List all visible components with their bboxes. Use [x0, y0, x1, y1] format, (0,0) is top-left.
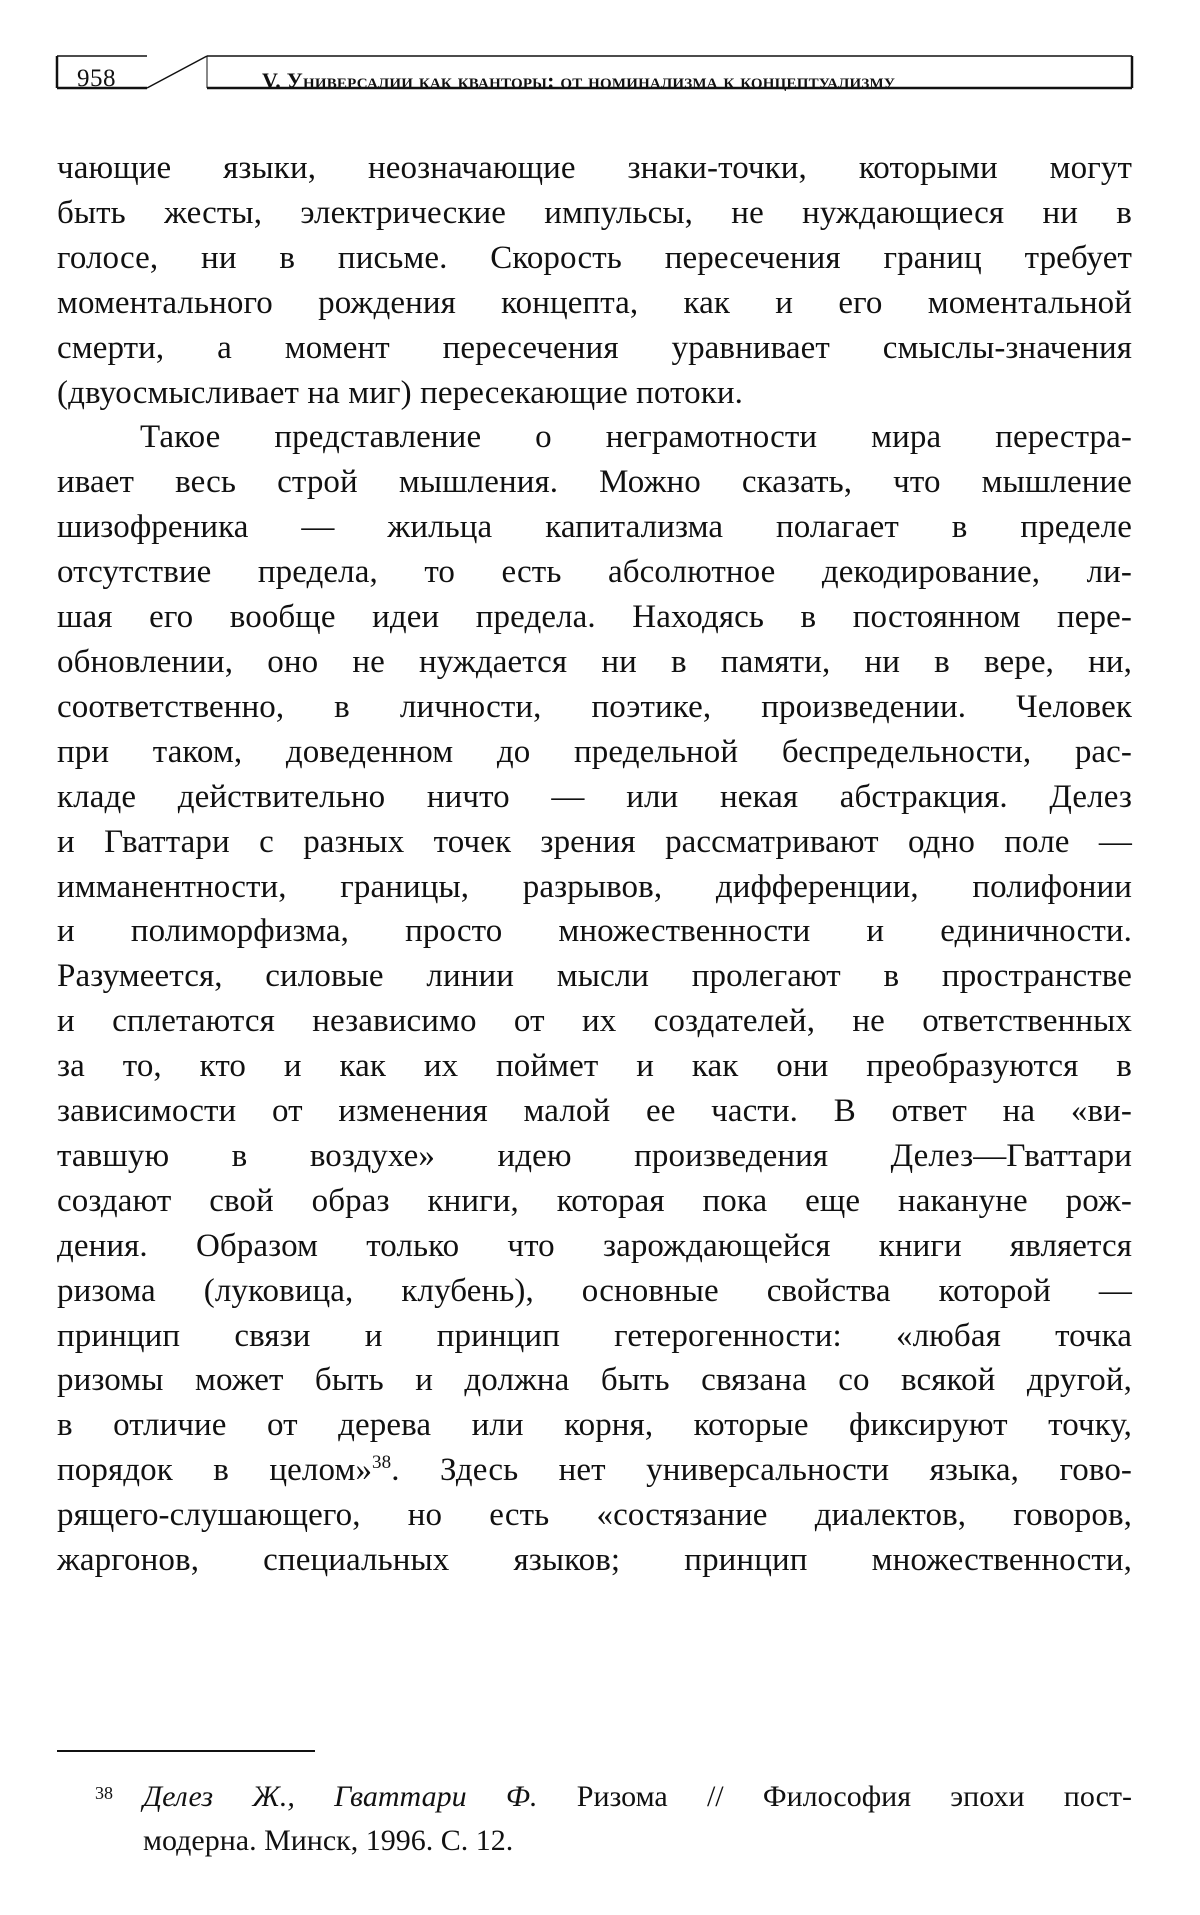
text-line: имманентности, границы, разрывов, дифференции, полифонии [57, 868, 1132, 905]
text-line: и полиморфизма, просто множественности и единичности. [57, 913, 1132, 950]
text-line: тавшую в воздухе» идею произведения Делез—Гваттари [57, 1137, 1132, 1174]
text-line-with-footnote-ref: порядок в целом»$^{38}$. Здесь нет универсальности языка, гово- [57, 1452, 1133, 1489]
text-line: рящего-слушающего, но есть «состязание диалектов, говоров, [57, 1497, 1132, 1534]
text-line: быть жесты, электрические импульсы, не нуждающиеся ни в [57, 194, 1132, 231]
text-line: (двуосмысливает на миг) пересекающие потоки. [57, 374, 744, 411]
footnote-line [95, 1775, 1132, 1819]
text-line: соответственно, в личности, поэтике, произведении. Человек [57, 688, 1132, 725]
text-line: и сплетаются независимо от их создателей, не ответственных [57, 1003, 1132, 1040]
text-line: шизофреника — жильца капитализма полагает в пределе [57, 509, 1132, 546]
text-line: ивает весь строй мышления. Можно сказать, что мышление [57, 464, 1132, 501]
footnote-line: модерна. Минск, 1996. С. 12. [143, 1824, 514, 1857]
text-line: моментального рождения концепта, как и его моментальной [57, 284, 1132, 321]
text-line: создают свой образ книги, которая пока еще накануне рож- [57, 1182, 1132, 1219]
text-line: смерти, а момент пересечения уравнивает смыслы-значения [57, 329, 1132, 366]
footnote-reference[interactable]: 38 [372, 1452, 392, 1474]
body-text [57, 146, 1132, 1583]
quote-end: порядок в целом» [57, 1452, 373, 1489]
text-line: кладе действительно ничто — или некая абстракция. Делез [57, 778, 1132, 815]
text-line: ризома (луковица, клубень), основные свойства которой — [57, 1272, 1132, 1309]
page-number: 958 [77, 65, 116, 92]
text-line: Разумеется, силовые линии мысли пролегают в пространстве [57, 958, 1132, 995]
text-line: жаргонов, специальных языков; принцип множественности, [57, 1542, 1132, 1579]
footnote-rule [57, 1750, 315, 1752]
text-line: голосе, ни в письме. Скорость пересечения границ требует [57, 239, 1132, 276]
footnote [95, 1775, 1132, 1863]
paragraph-continuation [57, 146, 1132, 415]
text-line: чающие языки, неозначающие знаки-точки, которыми могут [57, 150, 1132, 186]
text-line: принцип связи и принцип гетерогенности: «любая точка [57, 1317, 1132, 1354]
text-line: за то, кто и как их поймет и как они преобразуются в [57, 1048, 1132, 1085]
text-line: в отличие от дерева или корня, которые фиксируют точку, [57, 1407, 1132, 1444]
text-line: при таком, доведенном до предельной беспредельности, рас- [57, 733, 1132, 770]
text-line: Такое представление о неграмотности мира перестра- [140, 419, 1132, 456]
text-line: дения. Образом только что зарождающейся книги является [57, 1227, 1132, 1264]
text-line: отсутствие предела, то есть абсолютное декодирование, ли- [57, 554, 1132, 591]
paragraph-main [57, 415, 1132, 1583]
sentence: Здесь нет универсальности языка, гово- [440, 1452, 1133, 1489]
running-title: V. Универсалии как кванторы: от номинализма к концептуализму [262, 68, 896, 93]
text-line: зависимости от изменения малой ее части. В ответ на «ви- [57, 1093, 1132, 1130]
footnote-citation: Ризома // Философия эпохи пост- [537, 1780, 1132, 1813]
footnote-authors: Делез Ж., Гваттари Ф. [143, 1780, 538, 1813]
text-line: и Гваттари с разных точек зрения рассматривают одно поле — [57, 823, 1132, 860]
footnote-number: 38 [95, 1783, 113, 1803]
text-line: ризомы может быть и должна быть связана со всякой другой, [57, 1362, 1132, 1399]
running-header [57, 52, 1132, 102]
text-line: обновлении, оно не нуждается ни в памяти, ни в вере, ни, [57, 643, 1132, 680]
text-line: шая его вообще идеи предела. Находясь в постоянном пере- [57, 599, 1132, 636]
